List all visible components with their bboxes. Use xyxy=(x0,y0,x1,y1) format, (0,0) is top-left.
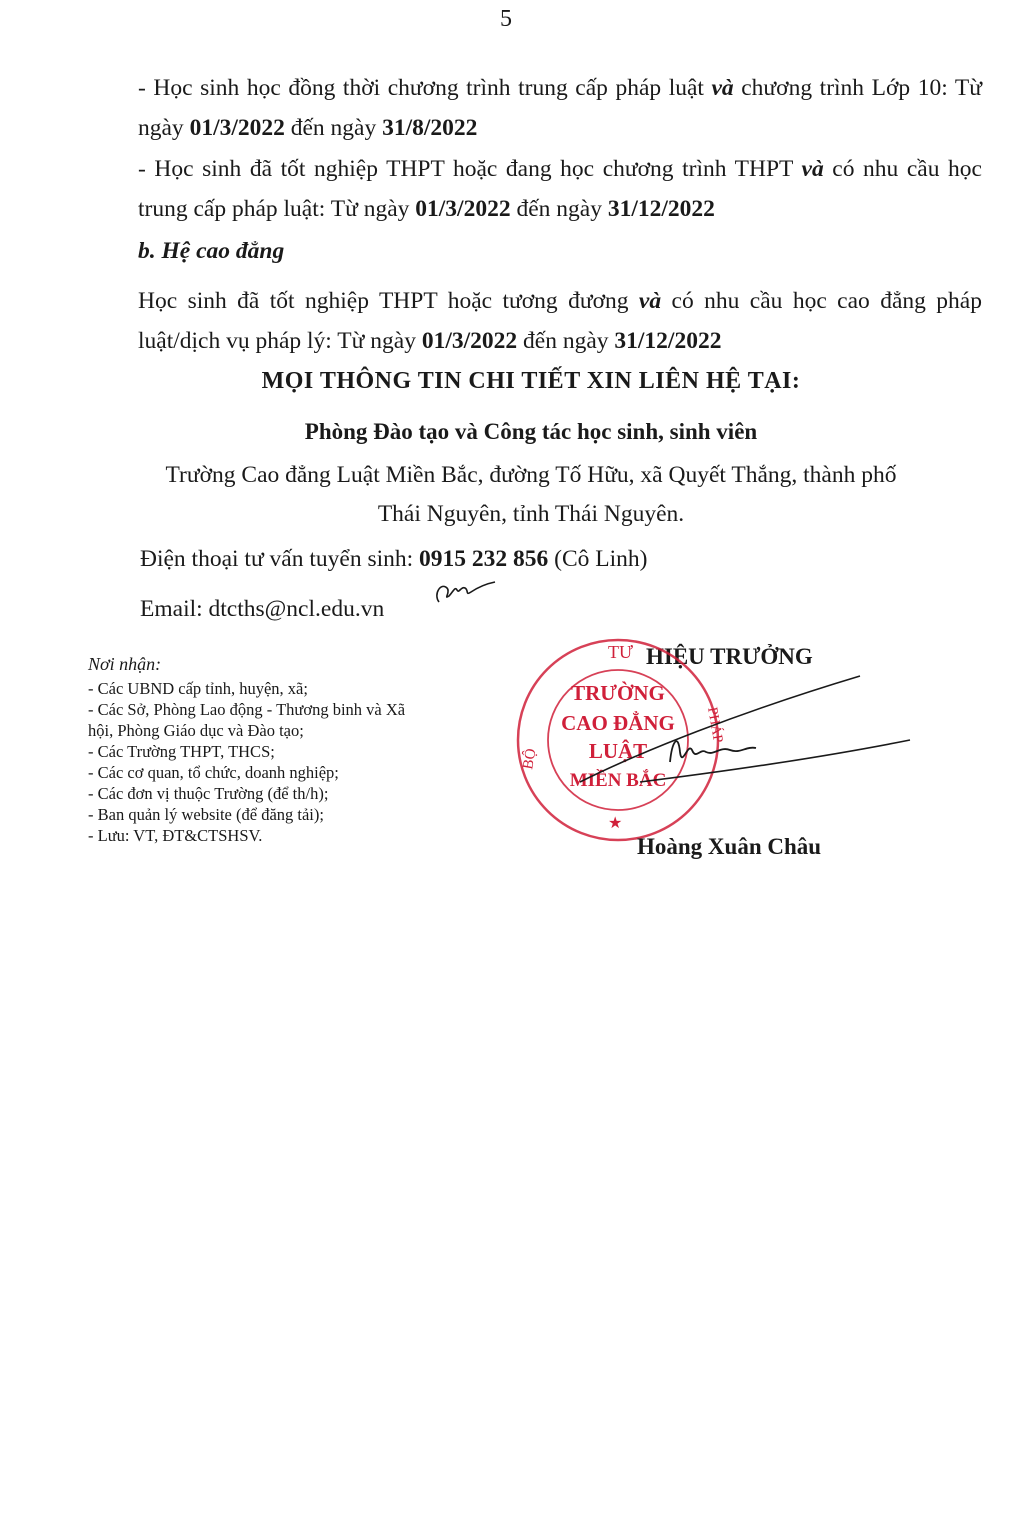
text: Học sinh đã tốt nghiệp THPT hoặc tương đương xyxy=(138,288,639,314)
recipient-item: - Các UBND cấp tỉnh, huyện, xã; xyxy=(88,679,308,698)
text: đến ngày xyxy=(517,328,615,354)
initials-scribble xyxy=(425,576,505,616)
signature-title: HIỆU TRƯỞNG xyxy=(646,644,813,669)
phone-number: 0915 232 856 xyxy=(419,546,549,572)
recipient-item: - Các Sở, Phòng Lao động - Thương binh và Xã xyxy=(88,700,406,719)
handwritten-signature xyxy=(560,672,920,792)
department-name: Phòng Đào tạo và Công tác học sinh, sinh viên xyxy=(304,419,758,444)
recipients-list xyxy=(88,654,518,846)
text: - Học sinh đã tốt nghiệp THPT hoặc đang học chương trình THPT xyxy=(138,156,802,182)
recipients-title: Nơi nhận: xyxy=(88,654,162,674)
stamp-line: CAO ĐẲNG xyxy=(561,711,675,735)
phone-line xyxy=(140,546,648,573)
recipient-item: hội, Phòng Giáo dục và Đào tạo; xyxy=(88,721,304,740)
date-from: 01/3/2022 xyxy=(189,115,285,141)
phone-label: Điện thoại tư vấn tuyển sinh: xyxy=(140,546,420,572)
email-address[interactable]: dtcths@ncl.edu.vn xyxy=(208,596,385,622)
conjunction: và xyxy=(638,288,662,314)
signer-name: Hoàng Xuân Châu xyxy=(637,834,822,859)
text: - Học sinh học đồng thời chương trình trung cấp pháp luật xyxy=(138,75,712,101)
section-b-heading xyxy=(80,231,982,271)
text: đến ngày xyxy=(284,115,383,141)
paragraph-college xyxy=(80,281,982,361)
date-to: 31/12/2022 xyxy=(614,328,722,354)
recipient-item: - Các đơn vị thuộc Trường (để th/h); xyxy=(88,784,329,803)
date-to: 31/12/2022 xyxy=(607,196,715,222)
contact-heading: MỌI THÔNG TIN CHI TIẾT XIN LIÊN HỆ TẠI: xyxy=(261,368,801,394)
section-title: b. Hệ cao đẳng xyxy=(138,238,285,264)
stamp-line: TRƯỜNG xyxy=(571,681,665,705)
stamp-right-text: PHÁP xyxy=(704,706,726,744)
stamp-line: LUẬT xyxy=(588,739,648,763)
recipient-item: - Ban quản lý website (để đăng tải); xyxy=(88,805,324,824)
stamp-top-text: TƯ xyxy=(608,642,633,662)
stamp-line: MIỀN BẮC xyxy=(569,770,667,791)
recipient-item: - Các cơ quan, tổ chức, doanh nghiệp; xyxy=(88,763,339,782)
recipient-item: - Các Trường THPT, THCS; xyxy=(88,742,275,761)
text: có nhu cầu học cao đẳng pháp luật/dịch vụ pháp lý: Từ ngày xyxy=(138,288,982,354)
text: đến ngày xyxy=(510,196,608,222)
star-icon: ★ xyxy=(608,815,623,832)
conjunction: và xyxy=(801,156,824,182)
date-from: 01/3/2022 xyxy=(421,328,518,354)
stamp-left-text: BỘ xyxy=(520,747,540,771)
phone-contact: (Cô Linh) xyxy=(548,546,648,572)
date-to: 31/8/2022 xyxy=(382,115,478,141)
recipient-item: - Lưu: VT, ĐT&CTSHSV. xyxy=(88,826,263,845)
paragraph-intermediate-thpt xyxy=(80,149,982,229)
email-label: Email: xyxy=(140,596,209,622)
address-line-2: Thái Nguyên, tỉnh Thái Nguyên. xyxy=(377,501,685,527)
paragraph-intermediate-grade10 xyxy=(80,68,982,148)
date-from: 01/3/2022 xyxy=(415,196,511,222)
text: chương trình Lớp 10: Từ ngày xyxy=(138,75,982,141)
text: có nhu cầu học trung cấp pháp luật: Từ ngày xyxy=(138,156,982,222)
email-line xyxy=(140,596,384,623)
address-line-1: Trường Cao đẳng Luật Miền Bắc, đường Tố Hữu, xã Quyết Thắng, thành phố xyxy=(165,462,897,488)
page-number: 5 xyxy=(500,6,512,32)
conjunction: và xyxy=(711,75,734,101)
